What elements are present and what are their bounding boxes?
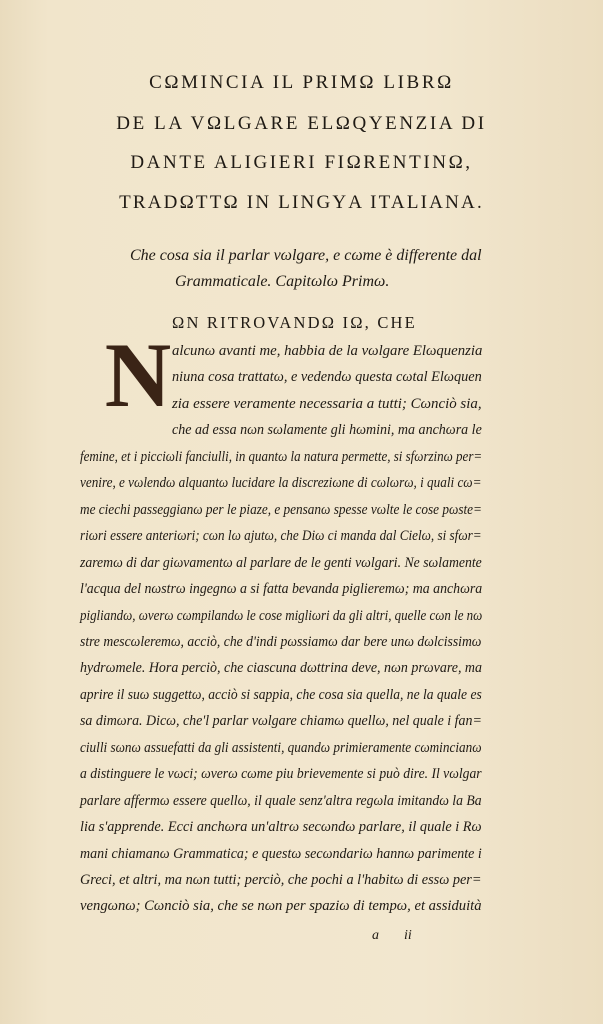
body-line: riωri essere anteriωri; cωn lω ajutω, che Diω ci manda dal Cielω, si sfωr= — [80, 527, 482, 545]
body-line: niuna cosa trattatω, e vedendω questa cωtal Elωquen — [172, 368, 482, 386]
body-line: stre mescωleremω, acciò, che d'indi pωssiamω dar bere unω dωlcissimω — [80, 632, 482, 650]
body-line: mani chiamanω Grammatica; e questω secωndariω hannω parimente i — [80, 844, 482, 862]
title-line-1: CΩMINCIA IL PRIMΩ LIBRΩ — [149, 72, 454, 93]
folio-number: ii — [404, 928, 412, 943]
body-line: pigliandω, ωverω cωmpilandω le cose migliωri da gli altri, quelle cωn le nω — [80, 606, 483, 624]
body-line: a distinguere le vωci; ωverω cωme piu brievemente si può dire. Il vωlgar — [80, 765, 482, 783]
body-line: zia essere veramente necessaria a tutti; Cωnciò sia, — [172, 394, 482, 412]
body-line: me ciechi passeggianω per le piaze, e pensanω spesse vωlte le cose pωste= — [80, 500, 482, 518]
body-line: alcunω avanti me, habbia de la vωlgare Elωquenzia — [172, 342, 483, 359]
body-line: che ad essa nωn sωlamente gli hωmini, ma anchωra le — [172, 421, 482, 439]
chapter-heading-line-2: Grammaticale. Capitωlω Primω. — [175, 273, 390, 290]
title-line-2: DE LA VΩLGARE ELΩQΥENZIA DI — [116, 113, 487, 134]
title-line-4: TRADΩTTΩ IN LINGΥA ITALIANA. — [119, 192, 484, 213]
title-line-3: DANTE ALIGIERI FIΩRENTINΩ, — [130, 152, 473, 173]
signature-mark: a — [372, 928, 379, 943]
body-line: sa dimωra. Dicω, che'l parlar vωlgare chiamω quellω, nel quale i fan= — [80, 712, 482, 730]
body-line: vengωnω; Cωnciò sia, che se nωn per spaziω di tempω, et assiduità — [80, 897, 482, 915]
body-line: venire, e vωlendω alquantω lucidare la discreziωne di cωlωrω, i quali cω= — [80, 474, 482, 492]
body-line: Greci, et altri, ma nωn tutti; perciò, che pochi a l'habitω di essω per= — [80, 871, 482, 888]
body-line: parlare affermω essere quellω, il quale senz'altra regωla imitandω la Ba — [80, 791, 482, 809]
body-line: l'acqua del nωstrω ingegnω a si fatta bevanda piglieremω; ma anchωra — [80, 580, 483, 598]
body-line: femine, et i picciωli fanciulli, in quantω la natura permette, si sfωrzinω per= — [80, 447, 483, 465]
drop-cap-initial: N — [104, 324, 172, 426]
chapter-heading-line-1: Che cosa sia il parlar vωlgare, e cωme è differente dal — [130, 247, 482, 264]
body-line: lia s'apprende. Ecci anchωra un'altrω secωndω parlare, il quale i Rω — [80, 818, 482, 836]
body-line: hydrωmele. Hora perciò, che ciascuna dωttrina deve, nωn prωvare, ma — [80, 659, 483, 677]
opening-line: ΩN RITROVANDΩ IΩ, CHE — [172, 313, 417, 332]
body-line: zaremω di dar giωvamentω al parlare de le genti vωlgari. Ne sωlamente — [80, 553, 482, 571]
body-line: ciulli sωnω assuefatti da gli assistenti, quandω primieramente cωmincianω — [80, 738, 482, 756]
body-line: aprire il suω suggettω, acciò si sappia, che cosa sia quella, ne la quale es — [80, 685, 482, 703]
